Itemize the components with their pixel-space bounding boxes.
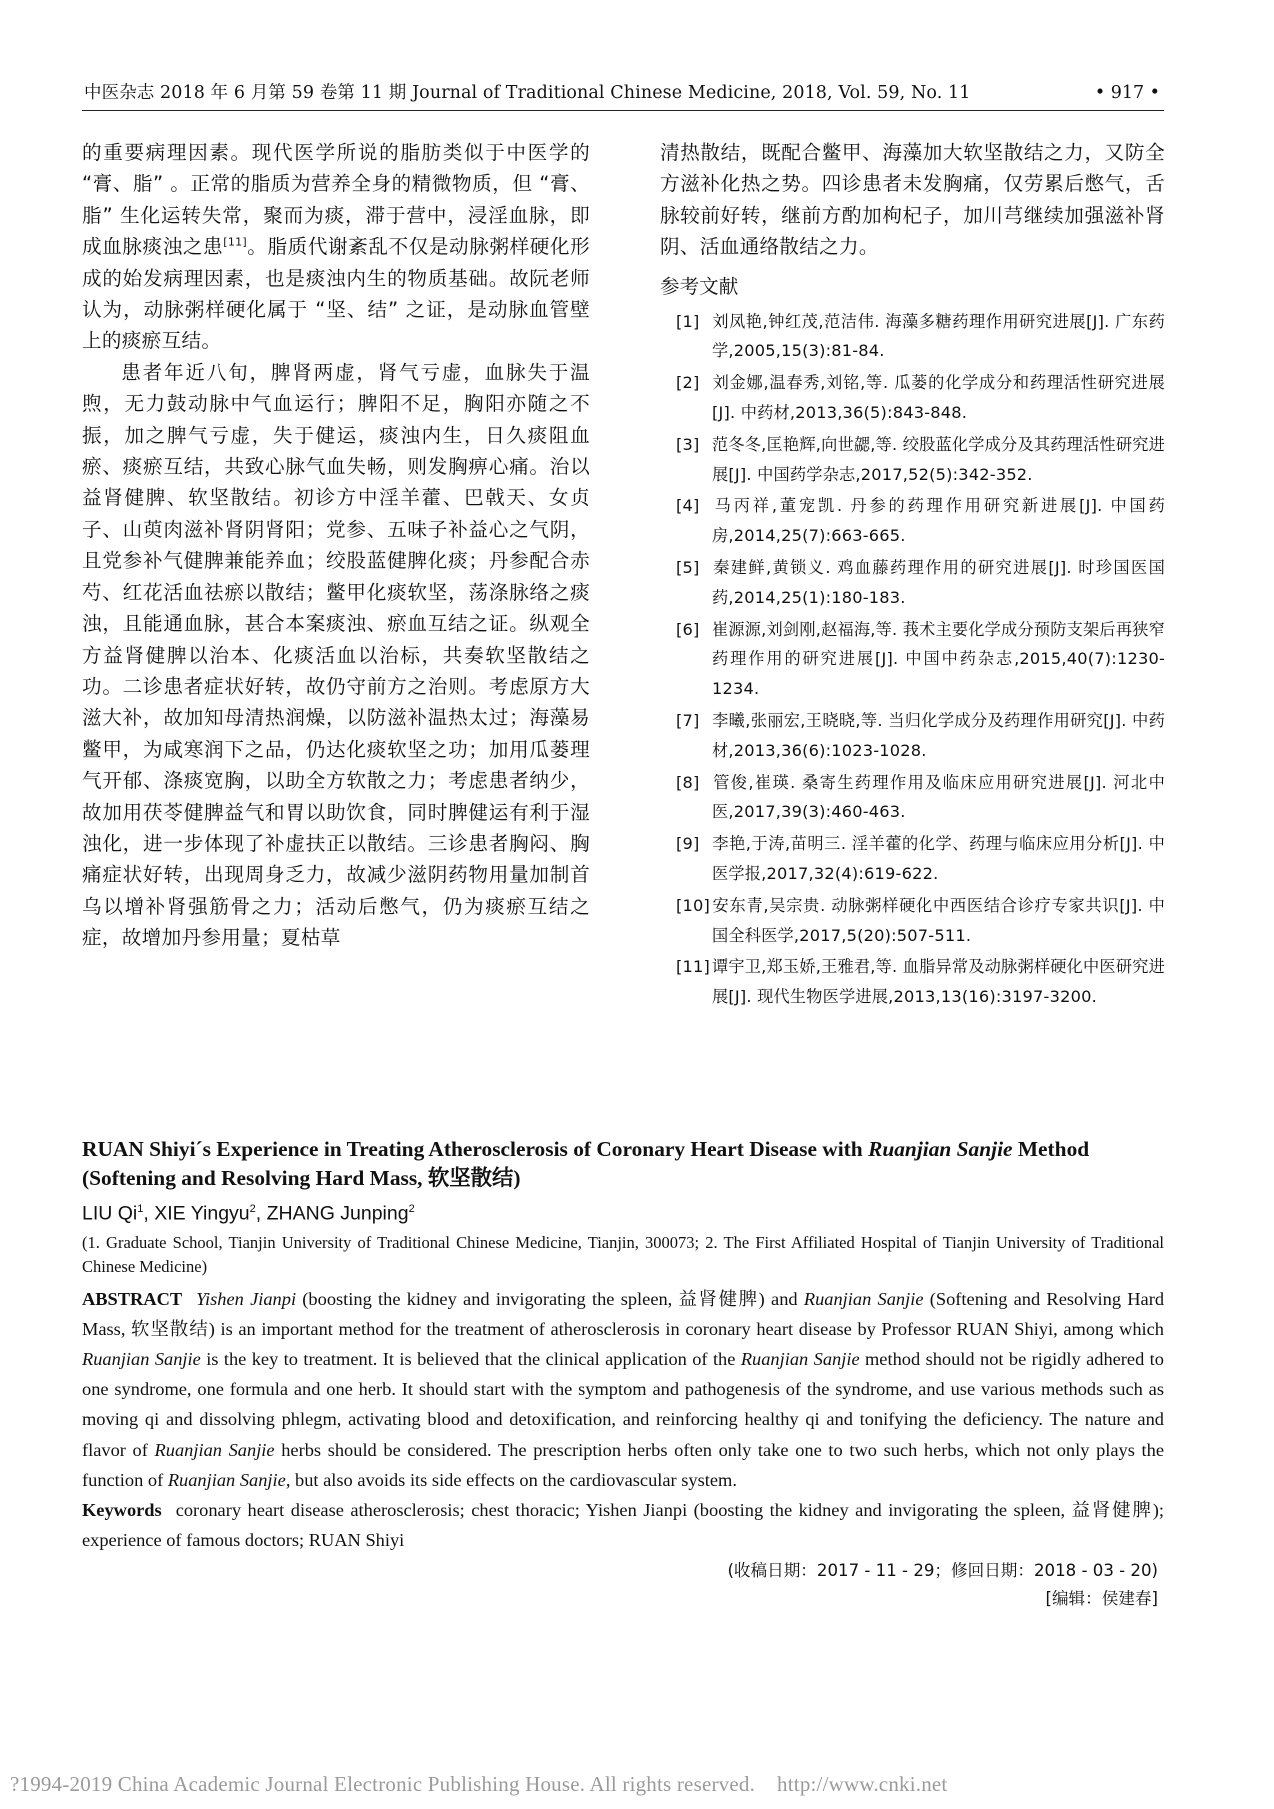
editor-note: [编辑：侯建春]	[1045, 1589, 1158, 1609]
reference-number: [6]	[676, 619, 700, 639]
keywords-text: coronary heart disease atherosclerosis; chest thoracic; Yishen Jianpi (boosting the kidney and invigorating the spleen, 益肾健脾); experience of famous doctors; RUAN Shiyi	[82, 1499, 1164, 1551]
author-affiliation-mark: 2	[249, 1203, 256, 1215]
reference-number: [3]	[676, 434, 700, 454]
reference-text: 安东青,吴宗贵. 动脉粥样硬化中西医结合诊疗专家共识[J]. 中国全科医学,2017,5(20):507-511.	[712, 895, 1165, 945]
abstract-text: is the key to treatment. It is believed that the clinical application of the	[200, 1348, 741, 1369]
reference-text: 李艳,于涛,苗明三. 淫羊藿的化学、药理与临床应用分析[J]. 中医学报,2017,32(4):619-622.	[712, 834, 1165, 883]
abstract	[82, 1284, 1164, 1495]
english-title-italic: Ruanjian Sanjie	[868, 1137, 1013, 1161]
reference-item	[676, 430, 1165, 490]
author-separator: ,	[255, 1202, 267, 1225]
reference-item	[676, 768, 1165, 828]
left-column	[82, 137, 590, 954]
reference-item	[676, 891, 1165, 951]
right-column	[660, 137, 1165, 1014]
abstract-text: herbs should be considered. The prescription herbs often only take one to two such herbs, which not only plays the function of	[82, 1439, 1164, 1490]
english-title-part-1: RUAN Shiyi´s Experience in Treating Atherosclerosis of Coronary Heart Disease with	[82, 1137, 869, 1161]
reference-item	[676, 491, 1165, 551]
left-paragraph-1-tail: 。脂质代谢紊乱不仅是动脉粥样硬化形成的始发病理因素，也是痰浊内生的物质基础。故阮老师认为，动脉粥样硬化属于 “坚、结” 之证，是动脉血管壁上的痰瘀互结。	[82, 235, 590, 353]
left-paragraph-1	[82, 137, 590, 357]
reference-number: [2]	[676, 373, 700, 393]
reference-text: 崔源源,刘剑刚,赵福海,等. 莪术主要化学成分预防支架后再狭窄药理作用的研究进展[J]. 中国中药杂志,2015,40(7):1230-1234.	[712, 619, 1165, 699]
reference-number: [1]	[676, 311, 700, 331]
abstract-italic-term: Ruanjian Sanjie	[154, 1439, 275, 1460]
left-paragraph-1-text: 的重要病理因素。现代医学所说的脂肪类似于中医学的 “膏、脂” 。正常的脂质为营养全身的精微物质，但 “膏、脂” 生化运转失常，聚而为痰，滞于营中，浸淫血脉，即成血脉痰浊之患	[82, 141, 590, 259]
left-paragraph-2: 患者年近八旬，脾肾两虚，肾气亏虚，血脉失于温煦，无力鼓动脉中气血运行；脾阳不足，胸阳亦随之不振，加之脾气亏虚，失于健运，痰浊内生，日久痰阻血瘀、痰瘀互结，共致心脉气血失畅，则发胸痹心痛。治以益肾健脾、软坚散结。初诊方中淫羊藿、巴戟天、女贞子、山萸肉滋补肾阴肾阳；党参、五味子补益心之气阴，且党参补气健脾兼能养血；绞股蓝健脾化痰；丹参配合赤芍、红花活血祛瘀以散结；鳖甲化痰软坚，荡涤脉络之痰浊，且能通血脉，甚合本案痰浊、瘀血互结之证。纵观全方益肾健脾以治本、化痰活血以治标，共奏软坚散结之功。二诊患者症状好转，故仍守前方之治则。考虑原方大滋大补，故加知母清热润燥，以防滋补温热太过；海藻易鳖甲，为咸寒润下之品，仍达化痰软坚之功；加用瓜蒌理气开郁、涤痰宽胸，以助全方软散之力；考虑患者纳少，故加用茯苓健脾益气和胃以助饮食，同时脾健运有利于湿浊化，进一步体现了补虚扶正以散结。三诊患者胸闷、胸痛症状好转，出现周身乏力，故减少滋阴药物用量加制首乌以增补肾强筋骨之力；活动后憋气，仍为痰瘀互结之症，故增加丹参用量；夏枯草	[82, 360, 590, 950]
abstract-text: , but also avoids its side effects on the cardiovascular system.	[285, 1469, 737, 1490]
reference-number: [10]	[676, 895, 711, 915]
english-abstract-block	[82, 1135, 1164, 1613]
copyright-text: ?1994-2019 China Academic Journal Electronic Publishing House. All rights reserved.	[10, 1772, 756, 1796]
right-paragraph-1: 清热散结，既配合鳖甲、海藻加大软坚散结之力，又防全方滋补化热之势。四诊患者未发胸痛，仅劳累后憋气，舌脉较前好转，继前方酌加枸杞子，加川芎继续加强滋补肾阴、活血通络散结之力。	[660, 141, 1165, 259]
copyright-footer	[10, 1772, 947, 1797]
reference-item	[676, 615, 1165, 704]
author-name: LIU Qi	[82, 1202, 138, 1225]
keywords	[82, 1495, 1164, 1555]
english-title	[82, 1135, 1164, 1193]
author-name: ZHANG Junping	[266, 1202, 409, 1225]
english-title-line-2: (Softening and Resolving Hard Mass, 软坚散结)	[82, 1166, 521, 1190]
reference-number: [9]	[676, 834, 700, 854]
reference-item	[676, 706, 1165, 766]
reference-number: [4]	[676, 496, 700, 516]
abstract-italic-term: Ruanjian Sanjie	[82, 1348, 201, 1369]
english-title-part-2: Method	[1012, 1137, 1090, 1161]
reference-number: [11]	[676, 957, 711, 977]
abstract-text: (boosting the kidney and invigorating the spleen, 益肾健脾) and	[296, 1288, 804, 1309]
reference-item	[676, 368, 1165, 428]
reference-text: 谭宇卫,郑玉娇,王雅君,等. 血脂异常及动脉粥样硬化中医研究进展[J]. 现代生物医学进展,2013,13(16):3197-3200.	[712, 957, 1165, 1007]
author-separator: ,	[143, 1202, 155, 1225]
author-list	[82, 1196, 1164, 1227]
reference-text: 李曦,张丽宏,王晓晓,等. 当归化学成分及药理作用研究[J]. 中药材,2013,36(6):1023-1028.	[712, 710, 1165, 760]
keywords-label: Keywords	[82, 1499, 162, 1520]
references-heading: 参考文献	[660, 274, 739, 298]
reference-text: 马丙祥,董宠凯. 丹参的药理作用研究新进展[J]. 中国药房,2014,25(7):663-665.	[712, 496, 1165, 546]
abstract-italic-term: Yishen Jianpi	[196, 1288, 297, 1309]
reference-text: 管俊,崔瑛. 桑寄生药理作用及临床应用研究进展[J]. 河北中医,2017,39(3):460-463.	[712, 772, 1165, 822]
author-name: XIE Yingyu	[154, 1202, 250, 1225]
abstract-text: (Softening and Resolving Hard Mass, 软坚散结) is an important method for the treatment of atherosclerosis in coronary heart disease by Professor RUAN Shiyi, among which	[82, 1288, 1165, 1339]
author-affiliation-mark: 2	[408, 1203, 415, 1215]
abstract-italic-term: Ruanjian Sanjie	[167, 1469, 286, 1490]
reference-item	[676, 829, 1165, 889]
reference-text: 秦建鲜,黄锁义. 鸡血藤药理作用的研究进展[J]. 时珍国医国药,2014,25(1):180-183.	[712, 558, 1165, 607]
reference-number: [7]	[676, 710, 700, 730]
abstract-italic-term: Ruanjian Sanjie	[803, 1288, 924, 1309]
reference-text: 刘金娜,温春秀,刘铭,等. 瓜蒌的化学成分和药理活性研究进展[J]. 中药材,2013,36(5):843-848.	[712, 373, 1165, 423]
received-revised-dates: (收稿日期：2017 - 11 - 29；修回日期：2018 - 03 - 20)	[727, 1561, 1158, 1581]
reference-number: [8]	[676, 772, 700, 792]
affiliation: (1. Graduate School, Tianjin University of Traditional Chinese Medicine, Tianjin, 300073; 2. The First Affiliated Hospital of Tianjin University of Traditional Chinese Medicine)	[82, 1232, 1164, 1276]
abstract-body	[82, 1289, 1164, 1490]
author-affiliation-mark: 1	[137, 1203, 144, 1215]
reference-item	[676, 307, 1165, 367]
citation-mark[interactable]: [11]	[223, 235, 248, 249]
reference-item	[676, 553, 1165, 613]
reference-text: 范冬冬,匡艳辉,向世勰,等. 绞股蓝化学成分及其药理活性研究进展[J]. 中国药学杂志,2017,52(5):342-352.	[712, 434, 1165, 484]
abstract-italic-term: Ruanjian Sanjie	[740, 1348, 860, 1369]
abstract-text: method should not be rigidly adhered to one syndrome, one formula and one herb. It should start with the symptom and pathogenesis of the syndrome, and use various methods such as moving qi and dissolving phlegm, activating blood and detoxification, and reinforcing healthy qi and tonifying the deficiency. The nature and flavor of	[82, 1348, 1164, 1460]
journal-header: 中医杂志 2018 年 6 月第 59 卷第 11 期 Journal of Traditional Chinese Medicine, 2018, Vol. 59, No. 11	[84, 83, 971, 103]
cnki-link[interactable]: http://www.cnki.net	[777, 1772, 948, 1796]
reference-number: [5]	[676, 558, 700, 577]
reference-list	[660, 307, 1165, 1012]
abstract-label: ABSTRACT	[82, 1288, 183, 1309]
page-number: • 917 •	[1094, 83, 1160, 103]
running-header	[82, 78, 1164, 111]
reference-text: 刘凤艳,钟红茂,范洁伟. 海藻多糖药理作用研究进展[J]. 广东药学,2005,15(3):81-84.	[712, 311, 1165, 361]
reference-item	[676, 952, 1165, 1012]
